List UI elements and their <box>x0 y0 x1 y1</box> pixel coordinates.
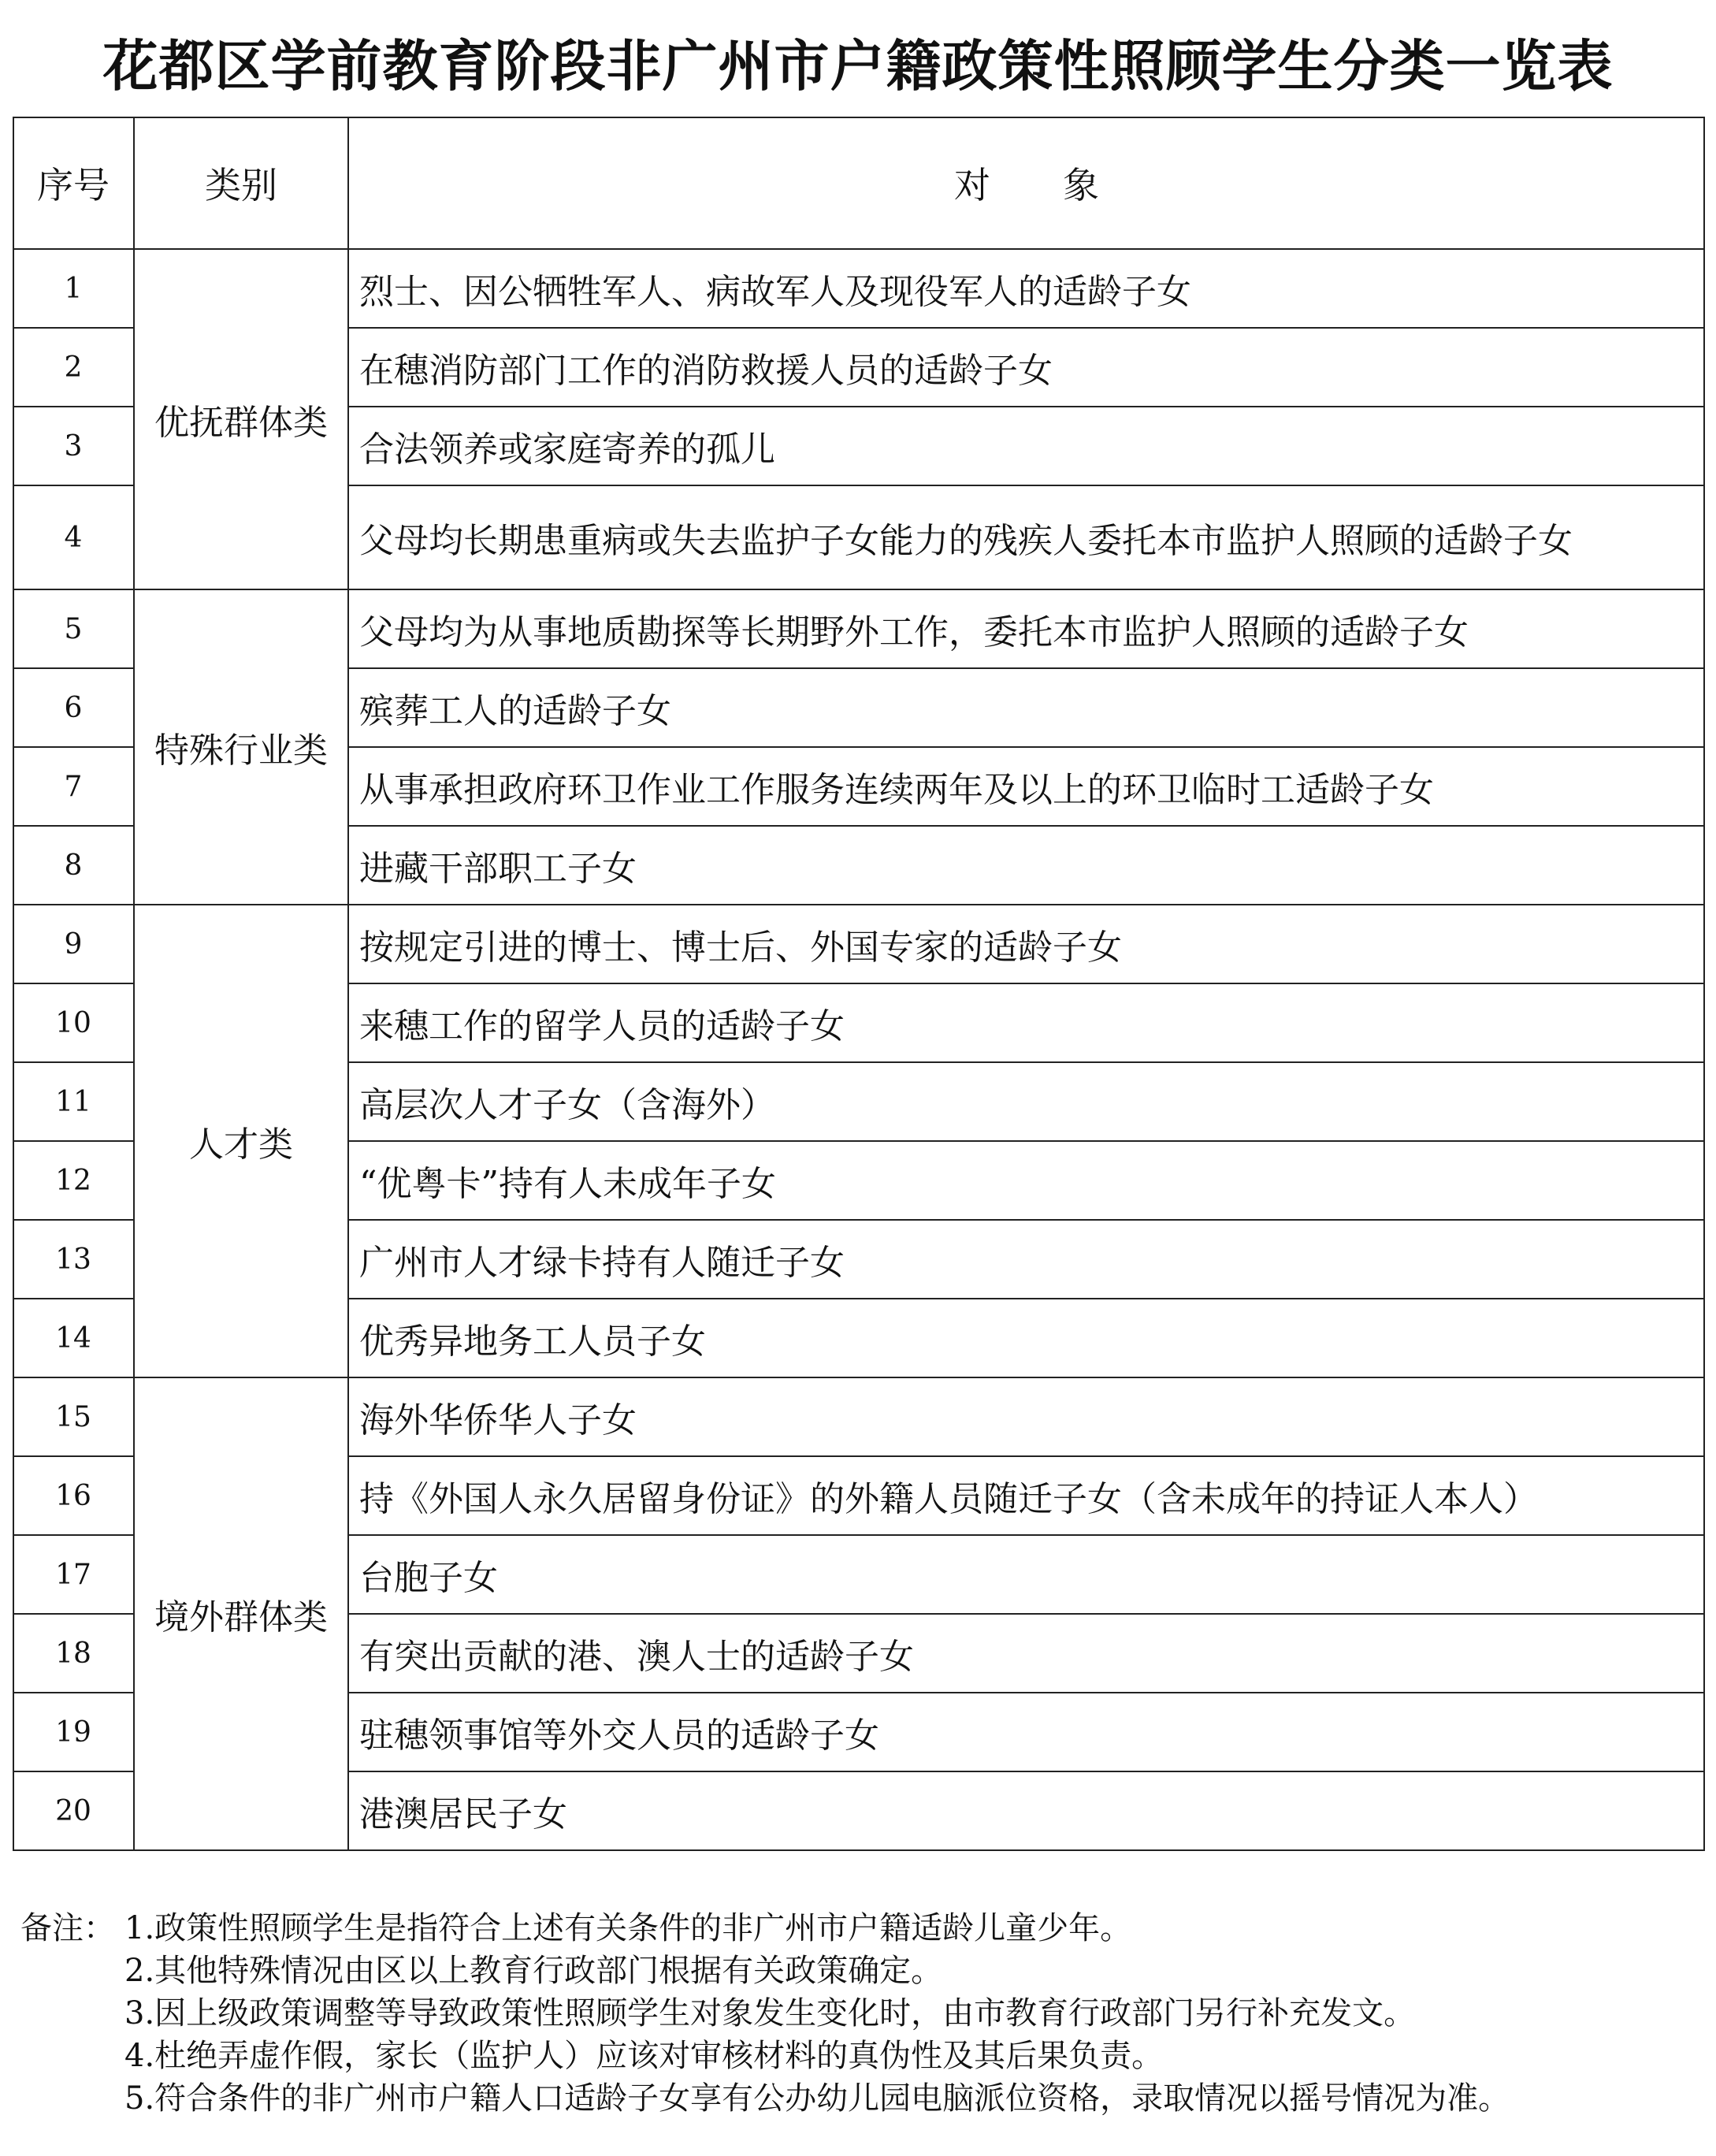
serial-number-cell: 8 <box>64 849 83 882</box>
target-cell: “优粤卡”持有人未成年子女 <box>359 1164 776 1204</box>
serial-number-cell: 7 <box>64 770 83 803</box>
serial-number-cell: 13 <box>55 1243 91 1276</box>
note-item: 5.符合条件的非广州市户籍人口适龄子女享有公办幼儿园电脑派位资格，录取情况以摇号情况为准。 <box>124 2080 1510 2117</box>
target-cell: 台胞子女 <box>359 1558 498 1598</box>
target-cell: 持《外国人永久居留身份证》的外籍人员随迁子女（含未成年的持证人本人） <box>359 1479 1538 1519</box>
page-title: 花都区学前教育阶段非广州市户籍政策性照顾学生分类一览表 <box>102 34 1614 99</box>
notes-label <box>20 1950 124 1992</box>
target-cell: 海外华侨华人子女 <box>359 1400 637 1440</box>
target-cell: 在穗消防部门工作的消防救援人员的适龄子女 <box>359 351 1053 391</box>
column-divider <box>13 117 14 1850</box>
serial-number-cell: 4 <box>64 521 83 554</box>
serial-number-cell: 14 <box>55 1321 91 1355</box>
serial-number-cell: 1 <box>64 272 83 305</box>
notes-label <box>20 2035 124 2077</box>
notes-label <box>20 1992 124 2035</box>
serial-number-cell: 3 <box>64 429 83 463</box>
note-line <box>20 1907 1510 1950</box>
target-cell: 高层次人才子女（含海外） <box>359 1085 775 1125</box>
target-cell: 驻穗领事馆等外交人员的适龄子女 <box>359 1716 879 1756</box>
target-cell: 合法领养或家庭寄养的孤儿 <box>359 429 775 470</box>
target-cell: 港澳居民子女 <box>359 1794 567 1834</box>
note-item: 4.杜绝弄虚作假，家长（监护人）应该对审核材料的真伪性及其后果负责。 <box>124 2038 1164 2074</box>
target-cell: 广州市人才绿卡持有人随迁子女 <box>359 1243 845 1283</box>
serial-number-cell: 2 <box>64 351 83 384</box>
target-cell: 来穗工作的留学人员的适龄子女 <box>359 1006 845 1046</box>
policy-table <box>13 117 1705 1850</box>
note-line <box>20 2035 1510 2077</box>
table-border-top <box>13 117 1705 118</box>
serial-number-cell: 12 <box>55 1164 91 1197</box>
category-cell: 人才类 <box>189 1124 293 1165</box>
target-cell: 父母均长期患重病或失去监护子女能力的残疾人委托本市监护人照顾的适龄子女 <box>359 521 1573 561</box>
serial-number-cell: 15 <box>55 1400 91 1433</box>
note-item: 1.政策性照顾学生是指符合上述有关条件的非广州市户籍适龄儿童少年。 <box>124 1910 1132 1946</box>
target-cell: 烈士、因公牺牲军人、病故军人及现役军人的适龄子女 <box>359 272 1191 312</box>
target-cell: 殡葬工人的适龄子女 <box>359 691 671 731</box>
serial-number-cell: 18 <box>55 1637 91 1670</box>
note-item: 3.因上级政策调整等导致政策性照顾学生对象发生变化时，由市教育行政部门另行补充发文。 <box>124 1995 1416 2031</box>
category-cell: 优抚群体类 <box>154 403 328 443</box>
target-cell: 从事承担政府环卫作业工作服务连续两年及以上的环卫临时工适龄子女 <box>359 770 1434 810</box>
target-cell: 有突出贡献的港、澳人士的适龄子女 <box>359 1637 914 1677</box>
category-cell: 特殊行业类 <box>154 730 328 771</box>
serial-number-cell: 20 <box>55 1794 91 1827</box>
note-line <box>20 1992 1510 2035</box>
target-cell: 父母均为从事地质勘探等长期野外工作，委托本市监护人照顾的适龄子女 <box>359 612 1469 652</box>
note-line <box>20 2077 1510 2120</box>
serial-number-cell: 11 <box>55 1085 91 1118</box>
serial-number-cell: 10 <box>55 1006 91 1039</box>
notes-label: 备注： <box>20 1910 115 1946</box>
target-cell: 进藏干部职工子女 <box>359 849 637 889</box>
header-target: 对 象 <box>954 164 1099 206</box>
target-cell: 按规定引进的博士、博士后、外国专家的适龄子女 <box>359 927 1122 968</box>
note-line <box>20 1950 1510 1992</box>
column-divider <box>347 117 349 1850</box>
serial-number-cell: 17 <box>55 1558 91 1591</box>
notes-section <box>20 1907 1510 2120</box>
note-item: 2.其他特殊情况由区以上教育行政部门根据有关政策确定。 <box>124 1953 943 1989</box>
notes-label <box>20 2077 124 2120</box>
header-serial: 序号 <box>37 164 110 206</box>
serial-number-cell: 5 <box>64 612 83 645</box>
column-divider <box>133 117 135 1850</box>
target-cell: 优秀异地务工人员子女 <box>359 1321 706 1362</box>
serial-number-cell: 19 <box>55 1716 91 1749</box>
column-divider <box>1703 117 1705 1850</box>
serial-number-cell: 6 <box>64 691 83 724</box>
serial-number-cell: 16 <box>55 1479 91 1512</box>
category-cell: 境外群体类 <box>154 1597 328 1637</box>
header-category: 类别 <box>205 164 277 206</box>
serial-number-cell: 9 <box>64 927 83 961</box>
